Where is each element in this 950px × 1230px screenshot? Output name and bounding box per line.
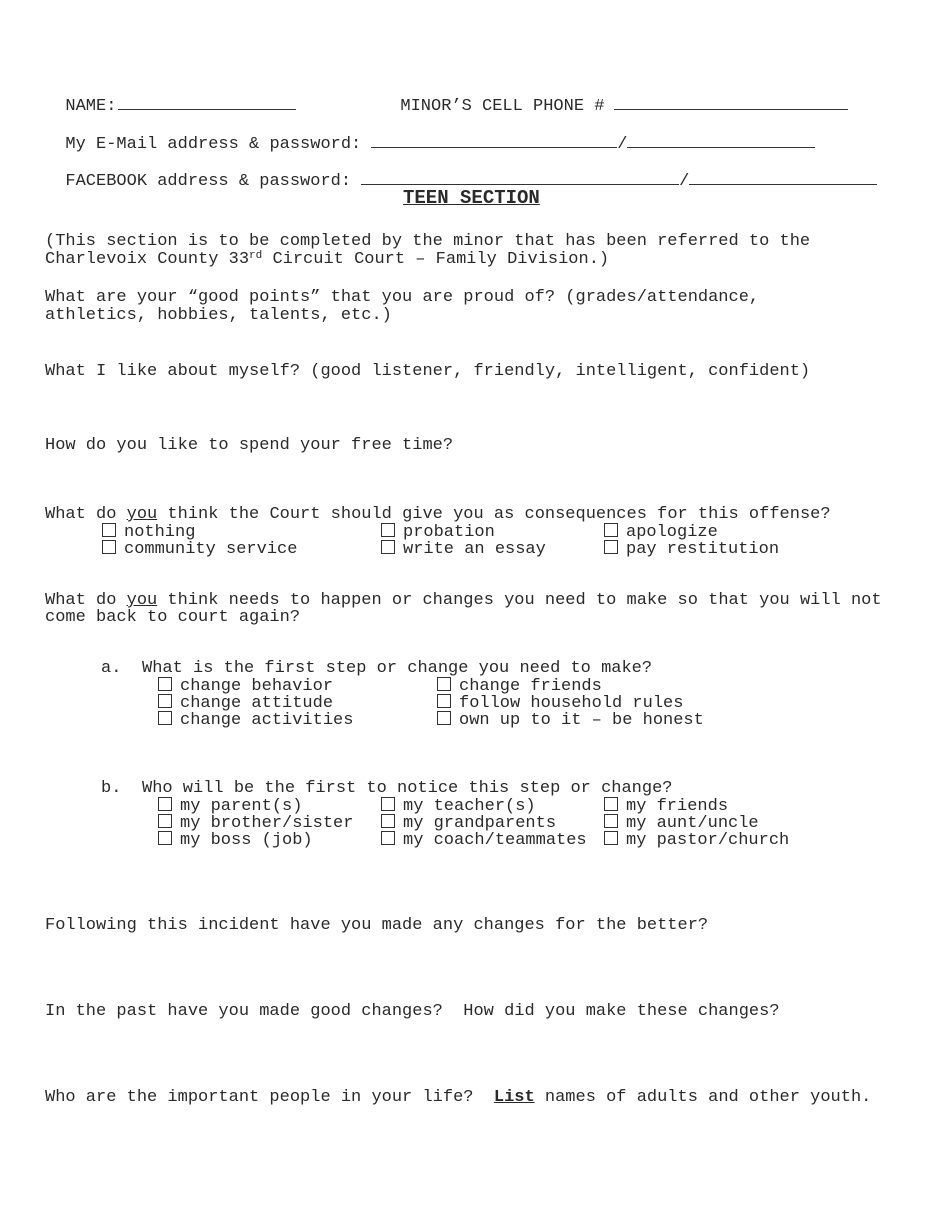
first-step-option-change-attitude[interactable]: change attitude	[158, 694, 333, 712]
checkbox[interactable]	[381, 523, 395, 537]
changes-question-line-2: come back to court again?	[45, 608, 301, 627]
notice-option-boss[interactable]: my boss (job)	[158, 831, 313, 849]
phone-input-line[interactable]	[614, 95, 848, 110]
checkbox[interactable]	[381, 797, 395, 811]
checkbox[interactable]	[604, 831, 618, 845]
facebook-address-line[interactable]	[361, 170, 679, 185]
notice-option-aunt-uncle[interactable]: my aunt/uncle	[604, 814, 759, 832]
past-changes-question: In the past have you made good changes? How did you make these changes?	[45, 1002, 780, 1021]
notice-option-brother-sister[interactable]: my brother/sister	[158, 814, 353, 832]
checkbox[interactable]	[437, 711, 451, 725]
facebook-slash: /	[679, 172, 690, 191]
checkbox[interactable]	[158, 677, 172, 691]
better-changes-question: Following this incident have you made any changes for the better?	[45, 916, 709, 935]
email-label: My E-Mail address & password:	[65, 135, 362, 154]
notice-option-coach[interactable]: my coach/teammates	[381, 831, 587, 849]
good-points-question-line-1: What are your “good points” that you are proud of? (grades/attendance,	[45, 288, 760, 307]
changes-question-line-1: What do you think needs to happen or changes you need to make so that you will not	[45, 591, 882, 610]
first-step-option-change-behavior[interactable]: change behavior	[158, 677, 333, 695]
consequence-option-pay-restitution[interactable]: pay restitution	[604, 540, 779, 558]
first-step-option-follow-rules[interactable]: follow household rules	[437, 694, 683, 712]
email-password-line[interactable]	[627, 133, 815, 148]
email-address-line[interactable]	[371, 133, 617, 148]
first-step-option-own-up[interactable]: own up to it – be honest	[437, 711, 704, 729]
good-points-question-line-2: athletics, hobbies, talents, etc.)	[45, 306, 392, 325]
checkbox[interactable]	[604, 814, 618, 828]
email-slash: /	[617, 135, 628, 154]
name-label: NAME:	[65, 97, 117, 116]
emphasis-you: you	[126, 591, 158, 610]
like-myself-question: What I like about myself? (good listener, friendly, intelligent, confident)	[45, 362, 811, 381]
first-step-marker: a.	[101, 659, 122, 678]
name-field-row	[45, 78, 296, 115]
first-step-option-change-activities[interactable]: change activities	[158, 711, 353, 729]
notice-option-grandparents[interactable]: my grandparents	[381, 814, 556, 832]
notice-marker: b.	[101, 779, 122, 798]
checkbox[interactable]	[158, 831, 172, 845]
consequence-option-apologize[interactable]: apologize	[604, 523, 718, 541]
emphasis-you: you	[126, 505, 158, 524]
facebook-label: FACEBOOK address & password:	[65, 172, 352, 191]
consequence-option-nothing[interactable]: nothing	[102, 523, 195, 541]
checkbox[interactable]	[158, 814, 172, 828]
checkbox[interactable]	[158, 797, 172, 811]
checkbox[interactable]	[604, 523, 618, 537]
facebook-password-line[interactable]	[689, 170, 877, 185]
consequence-option-write-essay[interactable]: write an essay	[381, 540, 546, 558]
email-field-row	[45, 116, 815, 153]
intro-line-1: (This section is to be completed by the minor that has been referred to the	[45, 232, 811, 251]
phone-field-row	[380, 78, 848, 115]
emphasis-list: List	[493, 1088, 535, 1107]
checkbox[interactable]	[437, 694, 451, 708]
notice-option-friends[interactable]: my friends	[604, 797, 728, 815]
consequences-question: What do you think the Court should give you as consequences for this offense?	[45, 505, 831, 524]
phone-label: MINOR’S CELL PHONE #	[400, 97, 605, 116]
section-title: TEEN SECTION	[403, 187, 540, 209]
notice-option-pastor[interactable]: my pastor/church	[604, 831, 789, 849]
checkbox[interactable]	[381, 540, 395, 554]
first-step-question: What is the first step or change you need to make?	[142, 659, 653, 678]
consequence-option-community-service[interactable]: community service	[102, 540, 297, 558]
checkbox[interactable]	[158, 711, 172, 725]
facebook-field-row	[45, 153, 877, 190]
name-input-line[interactable]	[118, 95, 296, 110]
notice-option-teachers[interactable]: my teacher(s)	[381, 797, 536, 815]
notice-option-parents[interactable]: my parent(s)	[158, 797, 302, 815]
ordinal-suffix: rd	[249, 250, 263, 262]
intro-line-2: Charlevoix County 33rd Circuit Court – Family Division.)	[45, 250, 610, 269]
first-step-option-change-friends[interactable]: change friends	[437, 677, 602, 695]
important-people-question: Who are the important people in your life? List names of adults and other youth.	[45, 1088, 872, 1107]
free-time-question: How do you like to spend your free time?	[45, 436, 454, 455]
checkbox[interactable]	[102, 540, 116, 554]
notice-question: Who will be the first to notice this step or change?	[142, 779, 673, 798]
checkbox[interactable]	[102, 523, 116, 537]
checkbox[interactable]	[604, 540, 618, 554]
checkbox[interactable]	[604, 797, 618, 811]
consequence-option-probation[interactable]: probation	[381, 523, 495, 541]
checkbox[interactable]	[437, 677, 451, 691]
checkbox[interactable]	[381, 831, 395, 845]
checkbox[interactable]	[381, 814, 395, 828]
checkbox[interactable]	[158, 694, 172, 708]
